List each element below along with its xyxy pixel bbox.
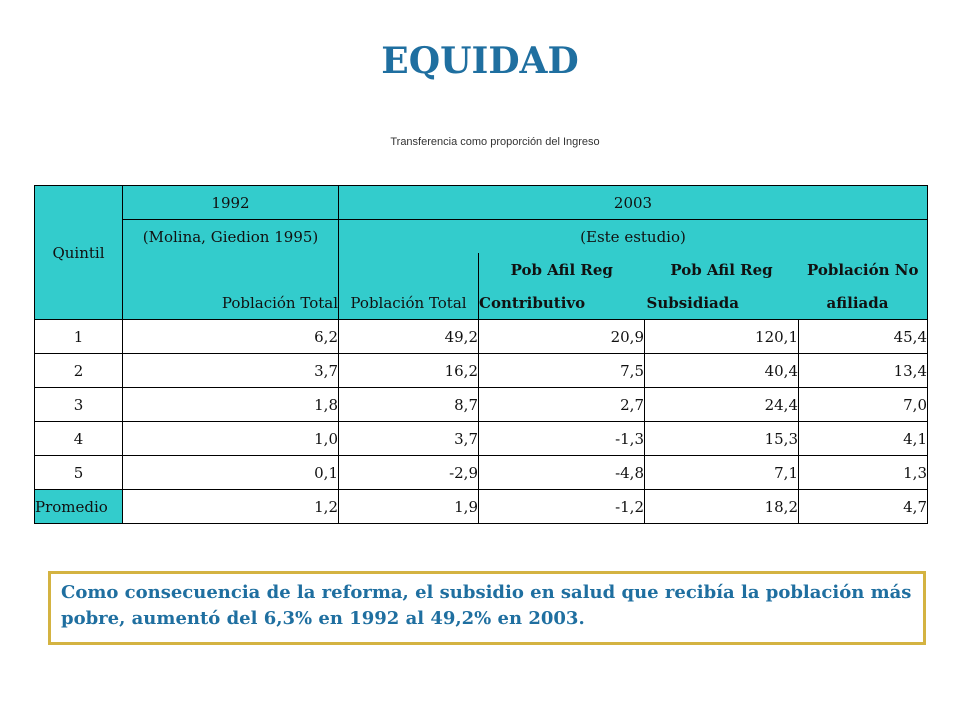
row-subs: 24,4 <box>645 388 799 422</box>
row-noafil: 1,3 <box>799 456 928 490</box>
row-noafil: 7,0 <box>799 388 928 422</box>
row-quintil: 2 <box>35 354 123 388</box>
table-row <box>35 422 928 456</box>
row-total: 8,7 <box>339 388 479 422</box>
promedio-total: 1,9 <box>339 490 479 524</box>
header-row-sources <box>35 220 928 254</box>
header-pob-total-2003: Población Total <box>339 286 479 320</box>
row-contrib: -1,3 <box>479 422 645 456</box>
table-row <box>35 354 928 388</box>
row-noafil: 13,4 <box>799 354 928 388</box>
row-noafil: 4,1 <box>799 422 928 456</box>
header-subs-line2: Subsidiada <box>645 286 799 320</box>
row-total: 16,2 <box>339 354 479 388</box>
header-source-2003: (Este estudio) <box>339 220 928 254</box>
header-source-1992: (Molina, Giedion 1995) <box>123 220 339 254</box>
promedio-label: Promedio <box>35 490 123 524</box>
header-row-years <box>35 186 928 220</box>
row-contrib: -4,8 <box>479 456 645 490</box>
header-year-2003: 2003 <box>339 186 928 220</box>
header-noafil-line1: Población No <box>799 253 928 286</box>
header-quintil: Quintil <box>35 186 123 320</box>
row-noafil: 45,4 <box>799 320 928 354</box>
page-title: EQUIDAD <box>381 40 579 82</box>
row-subs: 40,4 <box>645 354 799 388</box>
row-quintil: 5 <box>35 456 123 490</box>
header-contrib-line1: Pob Afil Reg <box>479 253 645 286</box>
header-contrib-line2: Contributivo <box>479 286 645 320</box>
header-subs-line1: Pob Afil Reg <box>645 253 799 286</box>
row-quintil: 1 <box>35 320 123 354</box>
header-row-cols-1 <box>35 253 928 286</box>
transfer-table <box>34 185 928 524</box>
header-noafil-line2: afiliada <box>799 286 928 320</box>
header-year-1992: 1992 <box>123 186 339 220</box>
row-total: 49,2 <box>339 320 479 354</box>
promedio-contrib: -1,2 <box>479 490 645 524</box>
table-row <box>35 320 928 354</box>
row-subs: 120,1 <box>645 320 799 354</box>
row-contrib: 2,7 <box>479 388 645 422</box>
table-subtitle: Transferencia como proporción del Ingreso <box>390 136 600 148</box>
table-row <box>35 388 928 422</box>
header-pob-total-1992: Población Total <box>123 286 339 320</box>
row-total: -2,9 <box>339 456 479 490</box>
table-row <box>35 456 928 490</box>
promedio-row <box>35 490 928 524</box>
row-1992: 0,1 <box>123 456 339 490</box>
row-contrib: 20,9 <box>479 320 645 354</box>
header-row-cols-2 <box>35 286 928 320</box>
row-1992: 1,0 <box>123 422 339 456</box>
row-subs: 15,3 <box>645 422 799 456</box>
row-quintil: 4 <box>35 422 123 456</box>
row-total: 3,7 <box>339 422 479 456</box>
row-contrib: 7,5 <box>479 354 645 388</box>
row-quintil: 3 <box>35 388 123 422</box>
conclusion-note: Como consecuencia de la reforma, el subsidio en salud que recibía la población más pobre, aumentó del 6,3% en 1992 al 49,2% en 2003. <box>48 571 926 645</box>
row-subs: 7,1 <box>645 456 799 490</box>
promedio-noafil: 4,7 <box>799 490 928 524</box>
row-1992: 6,2 <box>123 320 339 354</box>
row-1992: 3,7 <box>123 354 339 388</box>
promedio-subs: 18,2 <box>645 490 799 524</box>
row-1992: 1,8 <box>123 388 339 422</box>
promedio-1992: 1,2 <box>123 490 339 524</box>
